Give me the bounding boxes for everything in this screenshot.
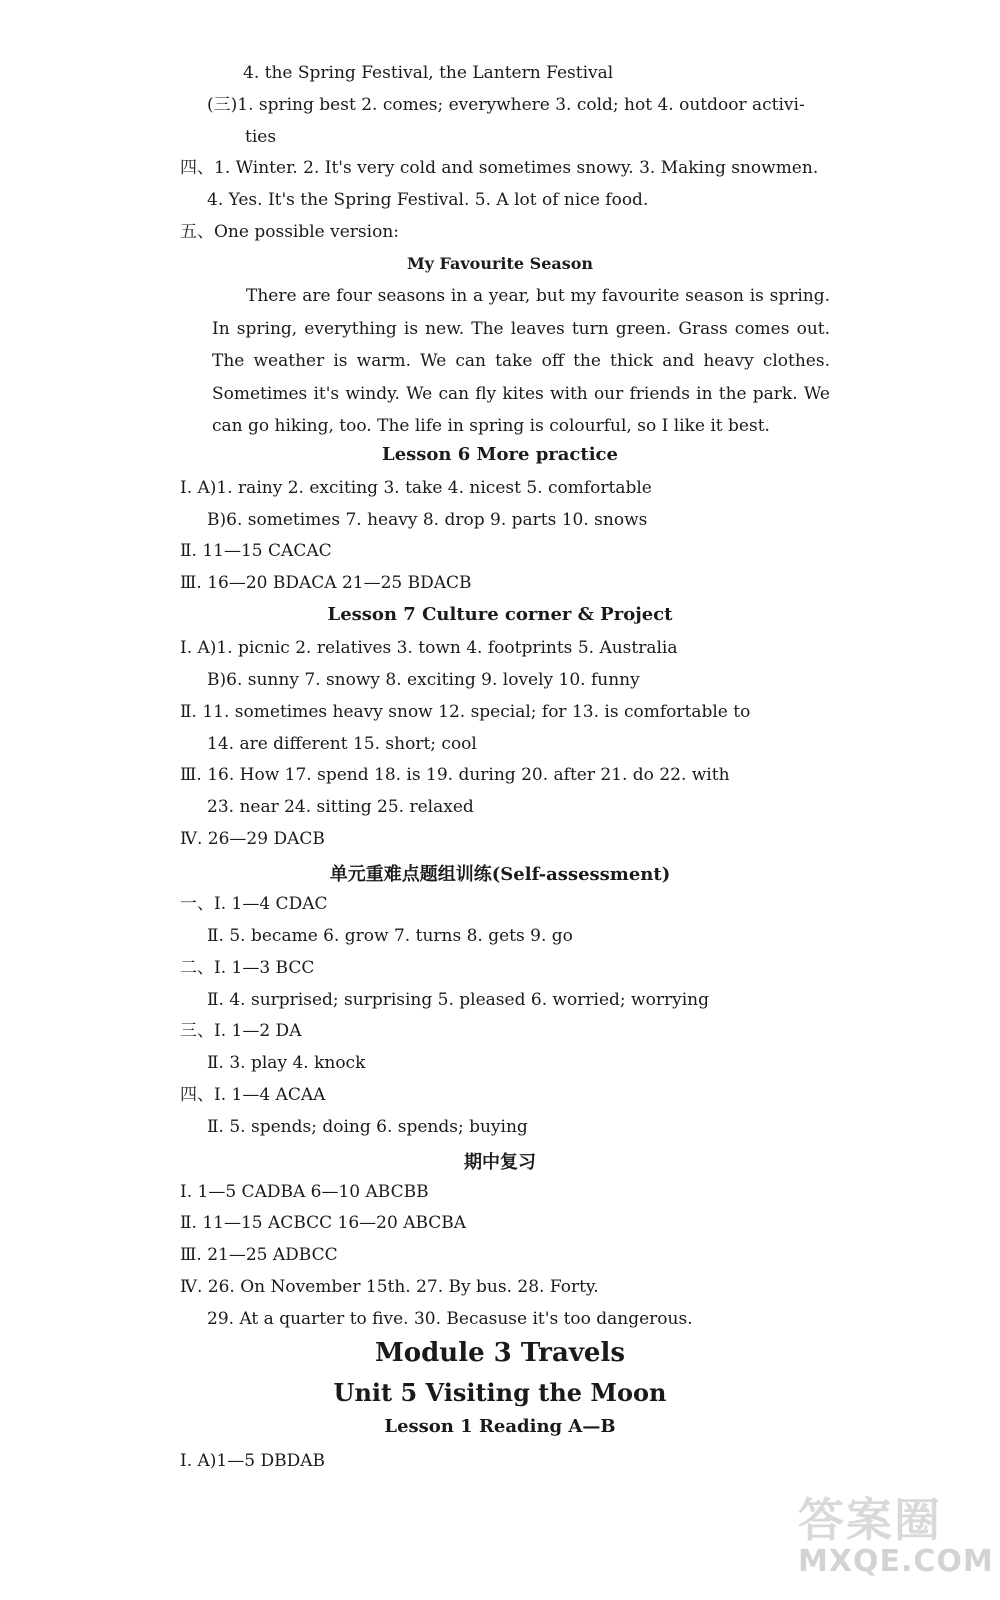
answer-line: 14. are different 15. short; cool <box>207 734 477 754</box>
answer-line: 一、Ⅰ. 1—4 CDAC <box>180 894 328 914</box>
answer-line: Ⅰ. A)1. picnic 2. relatives 3. town 4. footprints 5. Australia <box>180 638 678 658</box>
answer-line: Ⅲ. 16. How 17. spend 18. is 19. during 20. after 21. do 22. with <box>180 765 730 785</box>
unit-title: Unit 5 Visiting the Moon <box>333 1378 667 1407</box>
answer-line: B)6. sunny 7. snowy 8. exciting 9. lovely 10. funny <box>207 670 640 690</box>
answer-line: Ⅱ. 11—15 CACAC <box>180 541 332 561</box>
answer-line: Ⅱ. 3. play 4. knock <box>207 1053 366 1073</box>
answer-line: Ⅳ. 26. On November 15th. 27. By bus. 28. Forty. <box>180 1277 599 1297</box>
answer-line: (三)1. spring best 2. comes; everywhere 3. cold; hot 4. outdoor activi- <box>207 95 805 115</box>
essay-title: My Favourite Season <box>406 254 594 273</box>
answer-line: 4. the Spring Festival, the Lantern Festival <box>243 63 614 83</box>
answer-line: B)6. sometimes 7. heavy 8. drop 9. parts 10. snows <box>207 510 648 530</box>
midterm-title: 期中复习 <box>464 1152 536 1173</box>
answer-line: Ⅳ. 26—29 DACB <box>180 829 325 849</box>
watermark-logo-text: 答案圈 <box>798 1493 942 1547</box>
answer-line: ties <box>245 127 277 147</box>
watermark-domain: MXQE.COM <box>798 1544 994 1579</box>
answer-line: 三、Ⅰ. 1—2 DA <box>180 1021 302 1041</box>
answer-line: Ⅲ. 16—20 BDACA 21—25 BDACB <box>180 573 472 593</box>
answer-line: 4. Yes. It's the Spring Festival. 5. A lot of nice food. <box>207 190 649 210</box>
answer-line: Ⅱ. 5. became 6. grow 7. turns 8. gets 9. go <box>207 926 573 946</box>
answer-line: 23. near 24. sitting 25. relaxed <box>207 797 474 817</box>
answer-line: Ⅱ. 11. sometimes heavy snow 12. special; for 13. is comfortable to <box>180 702 751 722</box>
lesson-title: Lesson 1 Reading A—B <box>384 1416 616 1437</box>
answer-line: 四、Ⅰ. 1—4 ACAA <box>180 1085 326 1105</box>
lesson-6-title: Lesson 6 More practice <box>382 444 618 465</box>
answer-line: 四、1. Winter. 2. It's very cold and sometimes snowy. 3. Making snowmen. <box>180 158 819 178</box>
answer-line: Ⅲ. 21—25 ADBCC <box>180 1245 338 1265</box>
answer-line: 五、One possible version: <box>180 222 399 242</box>
answer-line: 29. At a quarter to five. 30. Becasuse it's too dangerous. <box>207 1309 693 1329</box>
essay-body: There are four seasons in a year, but my favourite season is spring. In spring, everything is new. The leaves turn green. Grass comes out. The weather is warm. We can take off the thick and heavy clothes. Sometimes it's windy. We can fly kites with our friends in the park. We can go hiking, too. The life in spring is colourful, so I like it best. <box>212 286 830 436</box>
answer-line: 二、Ⅰ. 1—3 BCC <box>180 958 315 978</box>
answer-line: Ⅰ. A)1—5 DBDAB <box>180 1451 325 1471</box>
answer-line: Ⅱ. 11—15 ACBCC 16—20 ABCBA <box>180 1213 467 1233</box>
lesson-7-title: Lesson 7 Culture corner & Project <box>327 604 673 625</box>
self-assessment-title: 单元重难点题组训练(Self-assessment) <box>329 864 671 885</box>
module-title: Module 3 Travels <box>375 1338 625 1368</box>
answer-line: Ⅱ. 5. spends; doing 6. spends; buying <box>207 1117 528 1137</box>
answer-line: Ⅱ. 4. surprised; surprising 5. pleased 6. worried; worrying <box>207 990 709 1010</box>
answer-line: Ⅰ. 1—5 CADBA 6—10 ABCBB <box>180 1182 429 1202</box>
site-watermark <box>792 1480 994 1590</box>
answer-line: Ⅰ. A)1. rainy 2. exciting 3. take 4. nicest 5. comfortable <box>180 478 652 498</box>
